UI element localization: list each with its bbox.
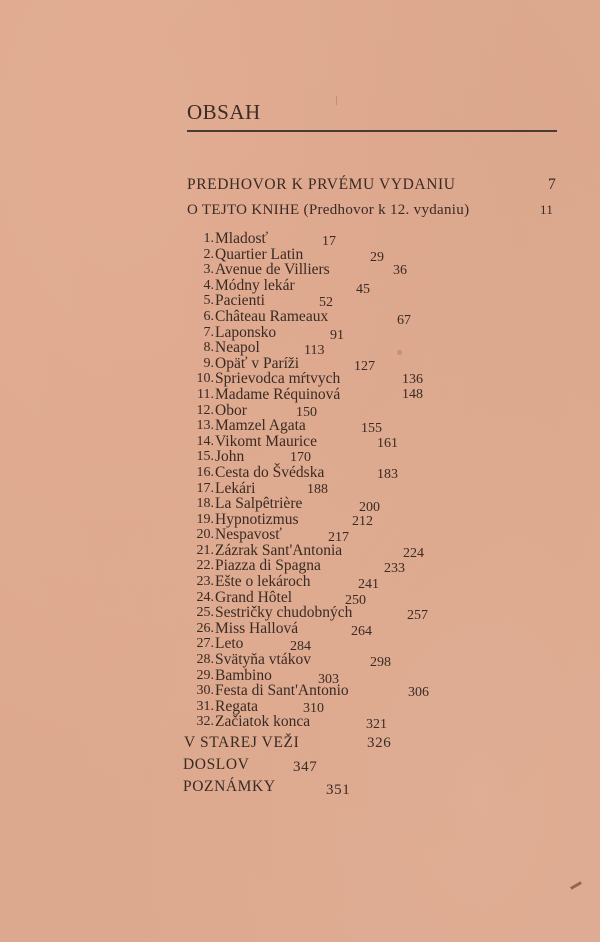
chapter-entry (184, 635, 484, 655)
chapter-page: 148 (402, 386, 423, 402)
chapter-number: 11. (197, 386, 214, 402)
chapter-entry (184, 512, 484, 528)
entry-page: 326 (367, 735, 392, 751)
chapter-number: 30. (196, 683, 214, 699)
entry-label: POZNÁMKY (183, 778, 276, 795)
entry-page: 7 (548, 176, 557, 193)
chapter-number: 13. (196, 418, 214, 434)
entry-label: DOSLOV (183, 756, 250, 773)
chapter-title: Sprievodca mŕtvych (215, 370, 341, 388)
chapter-title: Ešte o lekároch (215, 573, 311, 591)
chapter-title: Opäť v Paríži (215, 354, 300, 372)
chapter-page: 170 (290, 450, 311, 466)
toc-entry-back-3 (183, 778, 351, 798)
chapter-entry (184, 247, 484, 263)
chapter-entry (184, 293, 484, 309)
chapter-entry (184, 557, 484, 577)
chapter-page: 224 (403, 545, 424, 561)
chapter-title: Neapol (215, 339, 260, 357)
chapter-entry (184, 573, 484, 593)
page-title: OBSAH (187, 100, 261, 124)
chapter-page: 29 (370, 249, 384, 265)
chapter-number: 7. (203, 324, 214, 340)
chapter-page: 45 (356, 281, 370, 297)
chapter-title: Piazza di Spagna (215, 557, 321, 575)
chapter-title: Laponsko (215, 323, 277, 341)
chapter-page: 264 (351, 623, 372, 639)
chapter-page: 113 (304, 343, 325, 359)
chapter-number: 10. (196, 371, 214, 387)
chapter-page: 161 (377, 435, 398, 451)
chapter-entry (184, 403, 484, 419)
paper-blemish (397, 350, 402, 355)
chapter-number: 2. (203, 246, 214, 262)
chapter-number: 15. (196, 449, 214, 465)
chapter-number: 28. (196, 652, 214, 668)
chapter-entry (184, 651, 484, 671)
chapter-entry (184, 683, 484, 699)
chapter-list (184, 230, 484, 733)
chapter-entry (184, 699, 484, 715)
chapter-number: 8. (203, 340, 214, 356)
chapter-page: 127 (354, 358, 375, 374)
chapter-title: Zázrak Sant'Antonia (215, 541, 343, 559)
title-rule (187, 130, 557, 132)
chapter-title: Lekári (215, 479, 256, 497)
chapter-page: 52 (319, 295, 333, 311)
chapter-title: Vikomt Maurice (215, 432, 317, 450)
chapter-entry (184, 481, 484, 497)
chapter-number: 12. (196, 402, 214, 418)
chapter-number: 32. (196, 714, 214, 730)
chapter-title: Módny lekár (215, 276, 295, 294)
chapter-page: 36 (393, 263, 407, 279)
chapter-title: Bambino (215, 666, 272, 684)
chapter-page: 257 (407, 608, 428, 624)
chapter-number: 19. (196, 511, 214, 527)
chapter-entry (184, 543, 484, 559)
chapter-page: 136 (402, 372, 423, 388)
chapter-entry (184, 356, 484, 372)
chapter-page: 298 (370, 655, 391, 671)
chapter-number: 25. (196, 605, 214, 621)
chapter-entry (184, 495, 484, 516)
chapter-entry (184, 262, 484, 278)
chapter-entry (184, 621, 484, 637)
chapter-title: John (215, 448, 245, 466)
chapter-title: Obor (215, 401, 247, 419)
chapter-title: Miss Hallová (215, 619, 299, 637)
chapter-title: Avenue de Villiers (215, 261, 330, 279)
chapter-entry (184, 417, 484, 437)
chapter-entry (184, 231, 484, 247)
chapter-entry (184, 465, 484, 481)
entry-label: PREDHOVOR K PRVÉMU VYDANIU (187, 176, 456, 193)
chapter-entry (184, 339, 484, 359)
chapter-page: 17 (322, 234, 336, 249)
chapter-page: 150 (296, 404, 317, 420)
chapter-number: 1. (203, 231, 214, 246)
chapter-number: 22. (196, 558, 214, 574)
chapter-page: 306 (408, 685, 429, 701)
chapter-entry (184, 276, 484, 297)
chapter-number: 29. (196, 667, 214, 683)
entry-page: 347 (293, 759, 318, 775)
chapter-page: 233 (384, 561, 405, 577)
chapter-page: 303 (318, 671, 339, 687)
chapter-page: 212 (352, 513, 373, 529)
chapter-page: 321 (366, 717, 387, 733)
chapter-title: Grand Hôtel (215, 588, 293, 606)
chapter-title: Nespavosť (215, 526, 282, 544)
toc-entry-back-2 (183, 756, 318, 775)
chapter-page: 67 (397, 312, 411, 328)
entry-page: 11 (540, 202, 554, 217)
chapter-entry (184, 387, 484, 403)
chapter-number: 6. (203, 308, 214, 324)
chapter-entry (184, 434, 484, 450)
chapter-title: Sestričky chudobných (215, 604, 353, 622)
chapter-entry (184, 590, 484, 606)
chapter-page: 241 (358, 577, 379, 593)
chapter-title: La Salpêtrière (215, 495, 303, 513)
chapter-number: 24. (196, 589, 214, 605)
chapter-page: 310 (303, 700, 324, 716)
toc-entry-front-1 (187, 176, 557, 194)
chapter-number: 5. (203, 293, 214, 309)
chapter-title: Festa di Sant'Antonio (215, 682, 349, 700)
chapter-entry (184, 307, 484, 328)
paper-blemish (570, 881, 582, 890)
chapter-entry (184, 713, 484, 733)
chapter-title: Quartier Latin (215, 245, 304, 263)
chapter-entry (184, 604, 484, 624)
chapter-number: 21. (196, 542, 214, 558)
chapter-title: Začiatok konca (215, 713, 311, 731)
chapter-title: Regata (215, 697, 259, 715)
chapter-page: 183 (377, 466, 398, 482)
chapter-page: 200 (359, 500, 380, 516)
chapter-page: 217 (328, 530, 349, 546)
chapter-number: 23. (196, 574, 214, 590)
chapter-page: 188 (307, 481, 328, 497)
chapter-entry (184, 666, 484, 687)
entry-page: 351 (326, 782, 351, 798)
chapter-page: 284 (290, 639, 311, 655)
chapter-entry (184, 371, 484, 387)
chapter-page: 91 (330, 327, 344, 343)
chapter-page: 155 (361, 421, 382, 437)
chapter-number: 20. (196, 527, 214, 543)
chapter-page: 250 (345, 592, 366, 608)
chapter-title: Mladosť (215, 230, 269, 247)
chapter-title: Château Rameaux (215, 307, 329, 325)
chapter-title: Svätyňa vtákov (215, 651, 311, 669)
chapter-number: 9. (203, 355, 214, 371)
entry-label: O TEJTO KNIHE (Predhovor k 12. vydaniu) (187, 202, 470, 218)
entry-label: V STAREJ VEŽI (184, 734, 300, 751)
chapter-number: 16. (196, 464, 214, 480)
chapter-number: 27. (196, 636, 214, 652)
chapter-entry (184, 325, 484, 341)
toc-entry-front-2 (187, 202, 557, 219)
chapter-title: Pacienti (215, 292, 265, 310)
chapter-entry (184, 449, 484, 465)
chapter-title: Mamzel Agata (215, 417, 306, 435)
chapter-title: Hypnotizmus (215, 510, 299, 528)
chapter-title: Madame Réquinová (215, 385, 341, 403)
chapter-number: 18. (196, 496, 214, 512)
chapter-title: Leto (215, 635, 244, 653)
chapter-number: 14. (196, 433, 214, 449)
chapter-number: 31. (196, 698, 214, 714)
chapter-number: 17. (196, 480, 214, 496)
toc-entry-back-1 (184, 734, 392, 752)
chapter-number: 3. (203, 262, 214, 278)
chapter-entry (184, 526, 484, 546)
chapter-number: 26. (196, 620, 214, 636)
paper-blemish (336, 96, 337, 105)
chapter-number: 4. (203, 277, 214, 293)
chapter-title: Cesta do Švédska (215, 463, 325, 481)
